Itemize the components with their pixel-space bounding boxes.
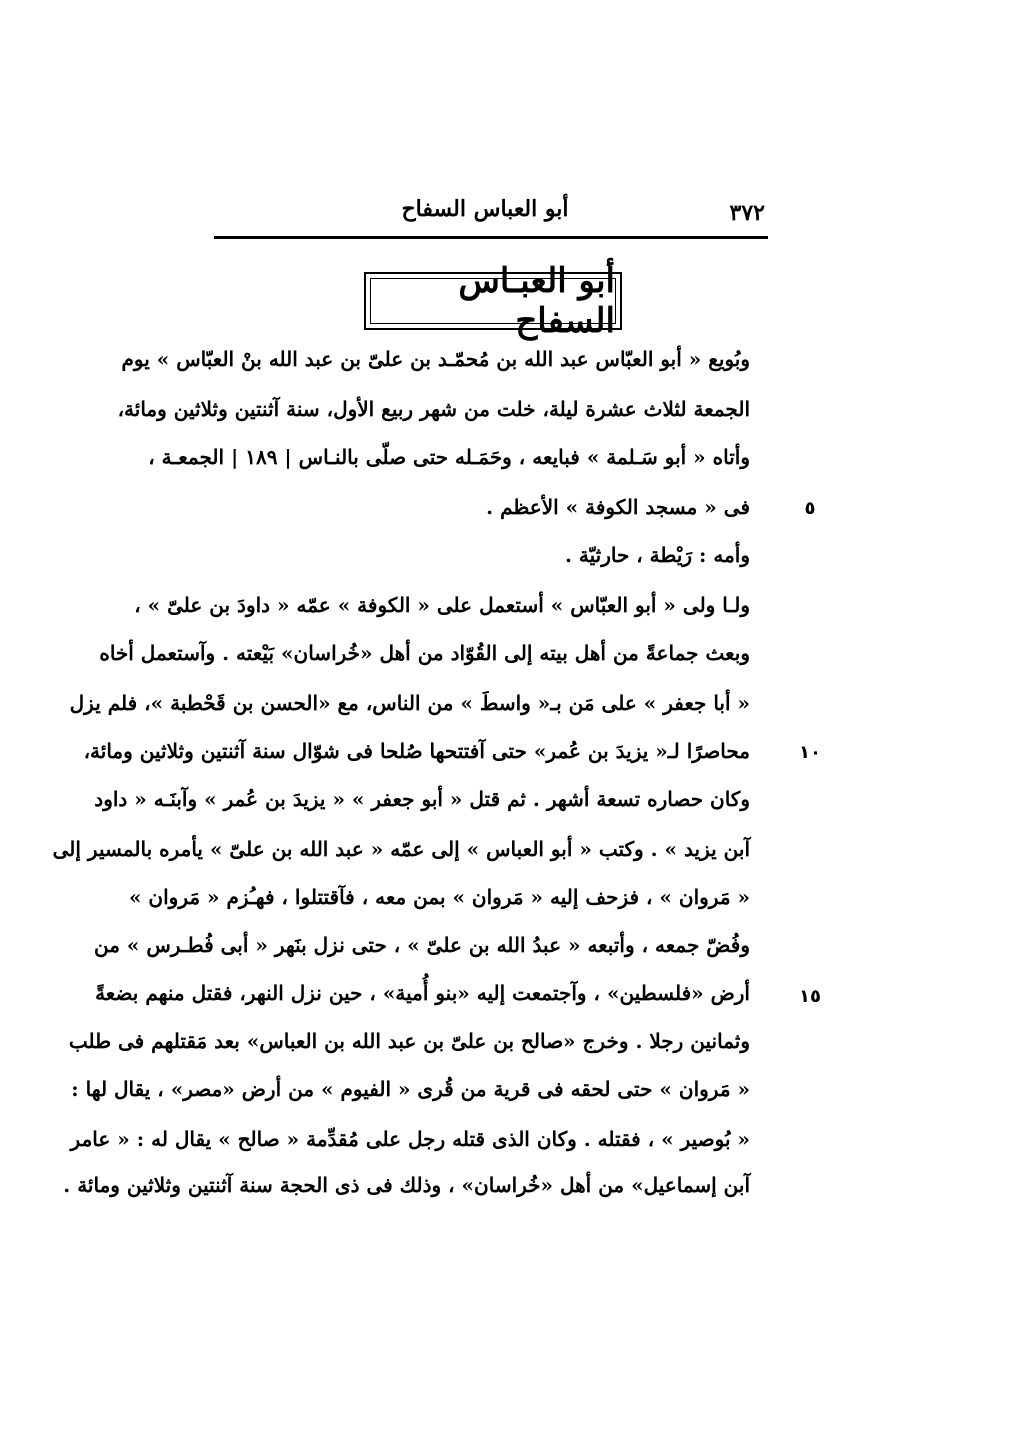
text-line: وثمانين رجلا . وخرج «صالح بن علىّ بن عبد الله بن العباس» بعد مَقتلهم فى طلب [68, 1029, 750, 1053]
text-line: « مَروان » ، فزحف إليه « مَروان » بمن معه ، فآقتتلوا ، فهـُزم « مَروان » [128, 885, 750, 909]
text-line: وأتاه « أبو سَـلمة » فبايعه ، وحَمَـله حتى صلّى بالنـاس | ١٨٩ | الجمعـة ، [148, 445, 750, 469]
text-line: وأمه : رَيْطة ، حارثيّة . [564, 543, 750, 567]
header-rule [214, 236, 768, 239]
text-line: محاصرًا لـ« يزيدَ بن عُمر» حتى آفتتحها صُلحا فى شوّال سنة آثنتين وثلاثين ومائة، [83, 739, 750, 763]
text-line: وبُويع « أبو العبّاس عبد الله بن مُحمّـد بن علىّ بن عبد الله بنْ العبّاس » يوم [121, 347, 750, 371]
text-line: فى « مسجد الكوفة » الأعظم . [486, 495, 750, 519]
margin-line-number: ١٥ [799, 986, 821, 1007]
text-line: وفُضّ جمعه ، وأتبعه « عبدُ الله بن علىّ » ، حتى نزل بنَهر « أبى فُطـرس » من [94, 933, 750, 957]
title-box [364, 261, 622, 341]
margin-line-number: ٥ [804, 498, 816, 519]
text-line: « بُوصير » ، فقتله . وكان الذى قتله رجل على مُقدِّمة « صالح » يقال له : « عامر [70, 1127, 750, 1151]
chapter-title: أبو العبـاس السفاح [370, 278, 616, 324]
text-line: « أبا جعفر » على مَن بـ« واسطَ » من الناس، مع «الحسن بن قَحْطبة »، فلم يزل [69, 691, 750, 715]
text-line: « مَروان » حتى لحقه فى قرية من قُرى « الفيوم » من أرض «مصر» ، يقال لها : [71, 1077, 750, 1101]
margin-line-number: ١٠ [799, 742, 821, 763]
text-line: آبن يزيد » . وكتب « أبو العباس » إلى عمّه « عبد الله بن علىّ » يأمره بالمسير إلى [52, 837, 750, 861]
text-line: ولـا ولى « أبو العبّاس » أستعمل على « الكوفة » عمّه « داودَ بن علىّ » ، [134, 593, 750, 617]
running-head: أبو العباس السفاح [401, 196, 569, 222]
text-line: أرض «فلسطين» ، وآجتمعت إليه «بنو أُمية» ، حين نزل النهر، فقتل منهم بضعةً [95, 981, 750, 1005]
text-line: وكان حصاره تسعة أشهر . ثم قتل « أبو جعفر » « يزيدَ بن عُمر » وآبنَـه « داود [94, 787, 750, 811]
text-line: الجمعة لثلاث عشرة ليلة، خلت من شهر ربيع الأول، سنة آثنتين وثلاثين ومائة، [117, 397, 750, 421]
page-number: ٣٧٢ [729, 200, 765, 226]
text-line: آبن إسماعيل» من أهل «خُراسان» ، وذلك فى ذى الحجة سنة آثنتين وثلاثين ومائة . [63, 1173, 750, 1197]
text-line: وبعث جماعةً من أهل بيته إلى القُوّاد من أهل «خُراسان» بَيْعته . وآستعمل أخاه [99, 641, 750, 665]
